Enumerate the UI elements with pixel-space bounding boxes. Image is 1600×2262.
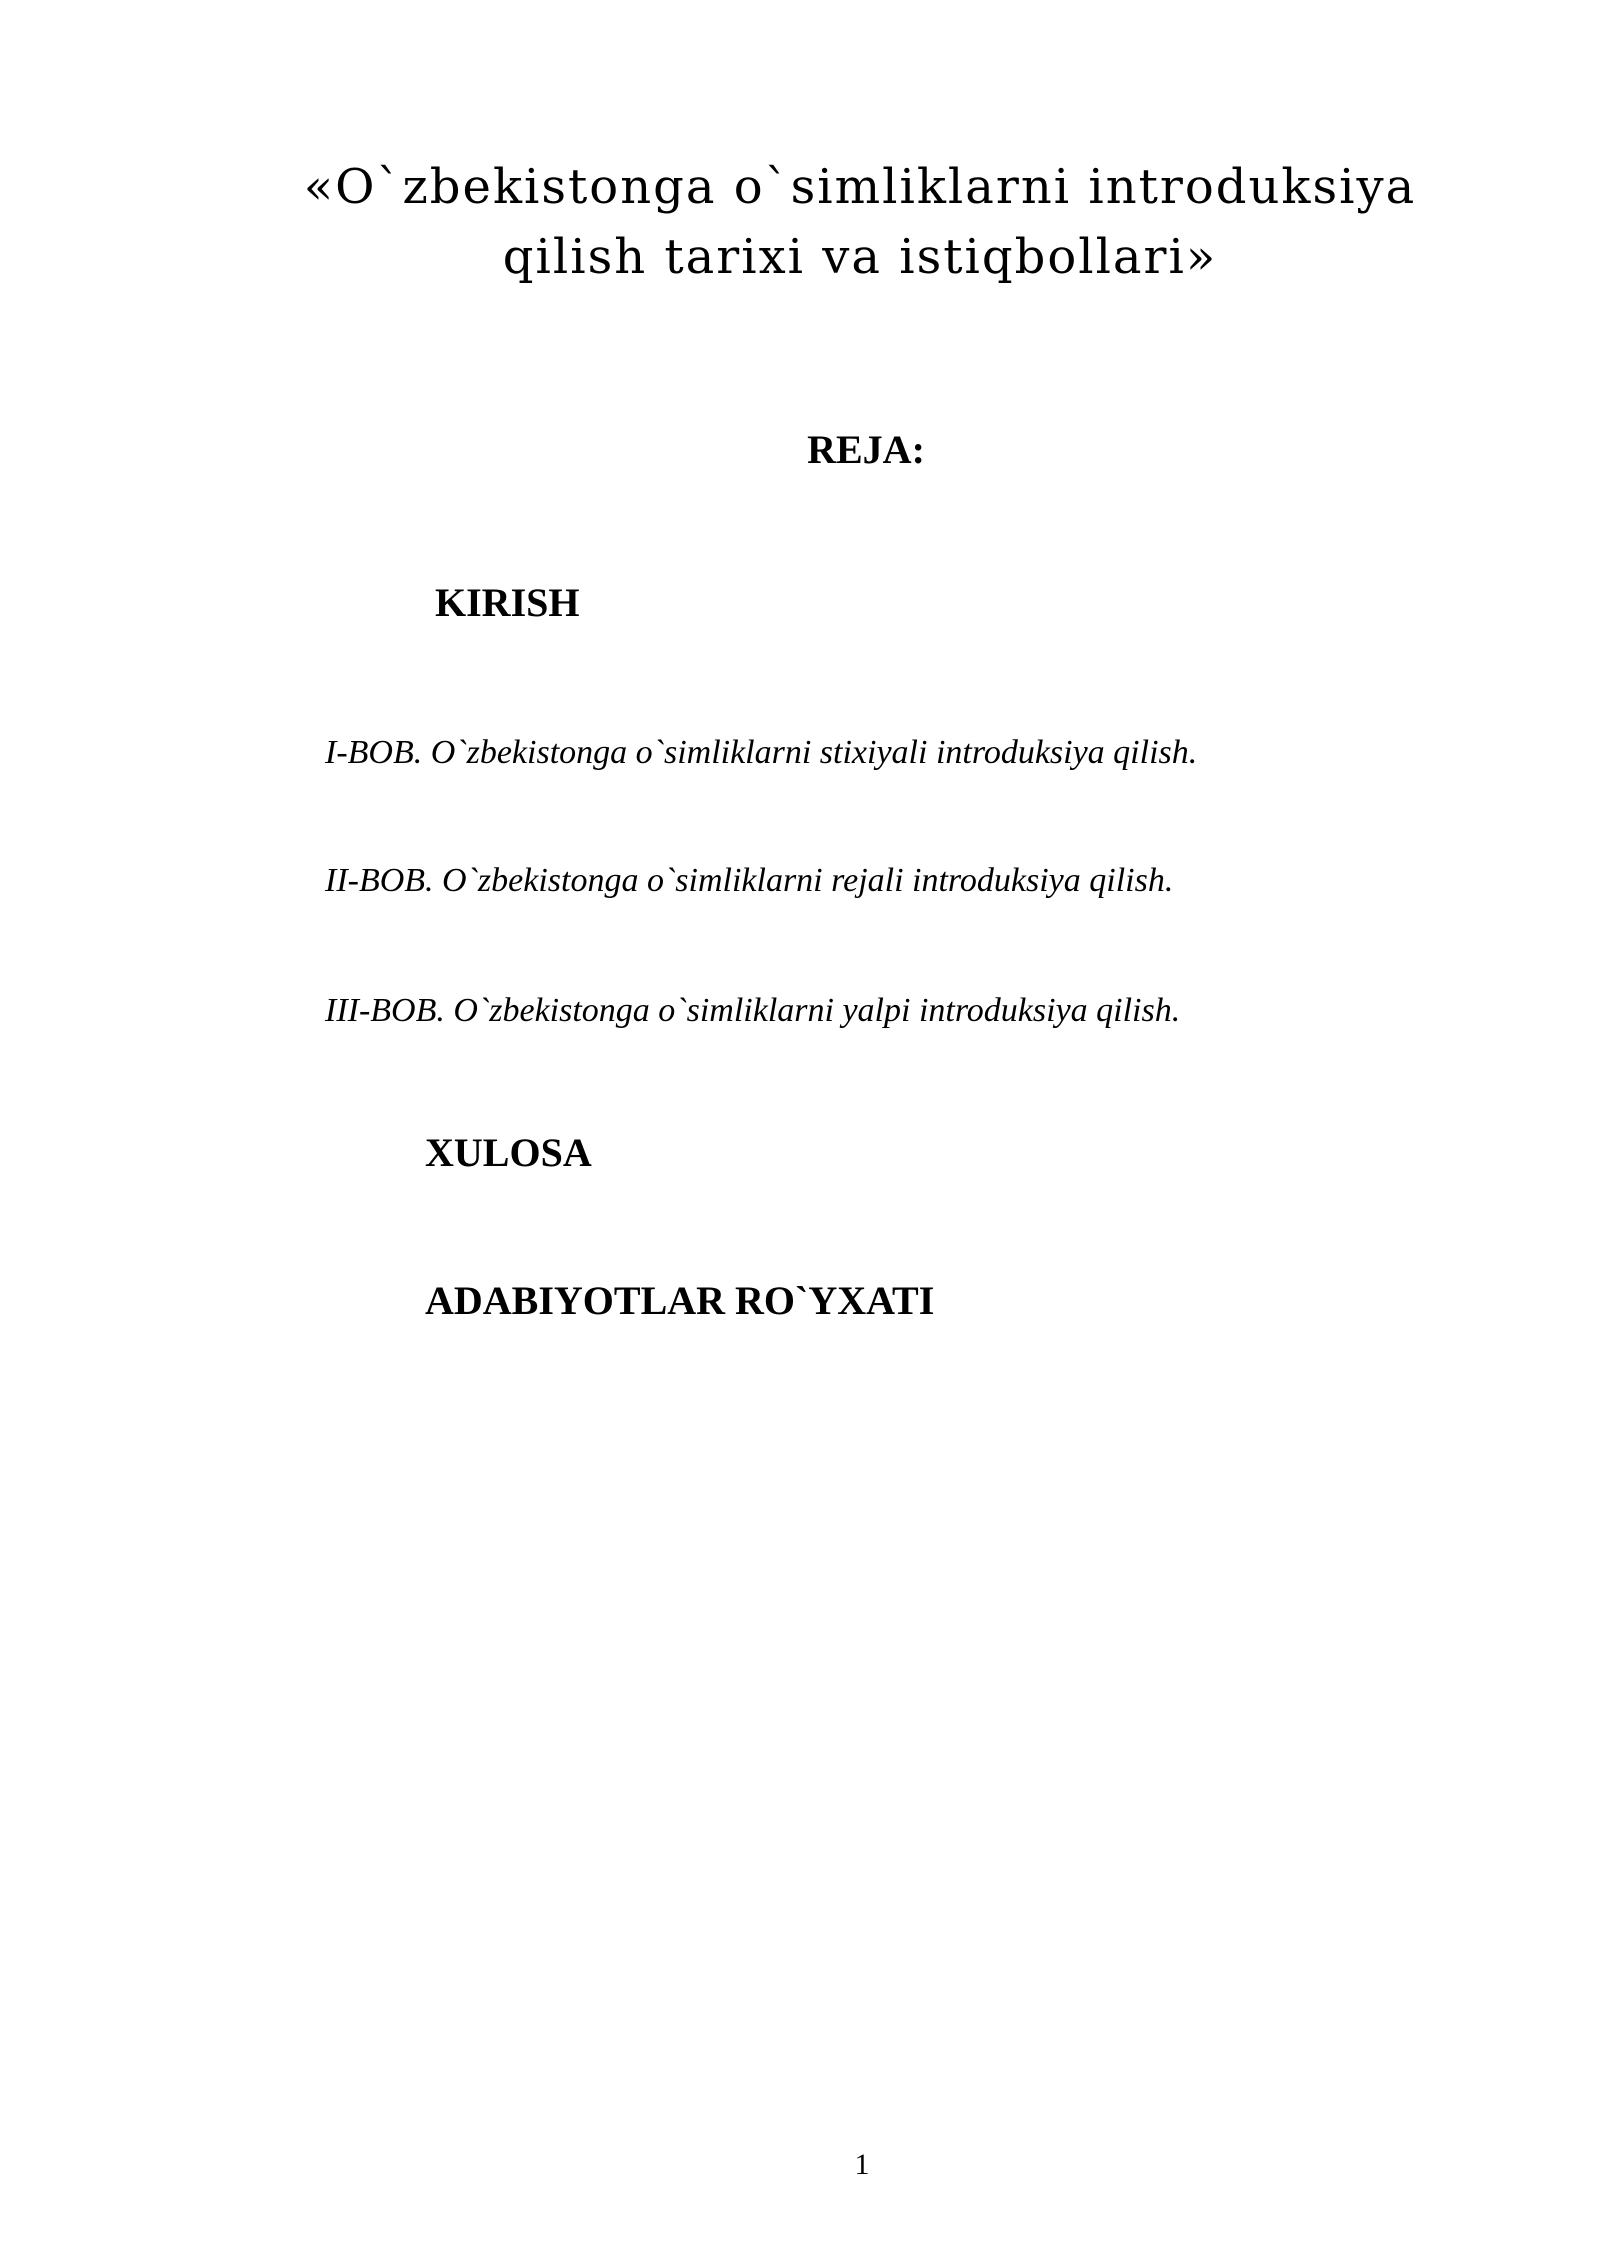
- document-title-line-2: qilish tarixi va istiqbollari»: [502, 229, 1218, 285]
- page-number: 1: [854, 2148, 870, 2181]
- chapter-3-title: III-BOB. O`zbekistonga o`simliklarni yalpi introduksiya qilish.: [325, 992, 1181, 1029]
- plan-heading: REJA:: [807, 427, 925, 472]
- chapter-1-title: I-BOB. O`zbekistonga o`simliklarni stixiyali introduksiya qilish.: [325, 734, 1198, 771]
- conclusion-heading: XULOSA: [425, 1130, 592, 1175]
- references-heading: ADABIYOTLAR RO`YXATI: [425, 1278, 935, 1323]
- document-title-line-1: «O`zbekistonga o`simliklarni introduksiya: [303, 159, 1417, 215]
- chapter-2-title: II-BOB. O`zbekistonga o`simliklarni rejali introduksiya qilish.: [325, 862, 1174, 899]
- introduction-heading: KIRISH: [435, 580, 580, 625]
